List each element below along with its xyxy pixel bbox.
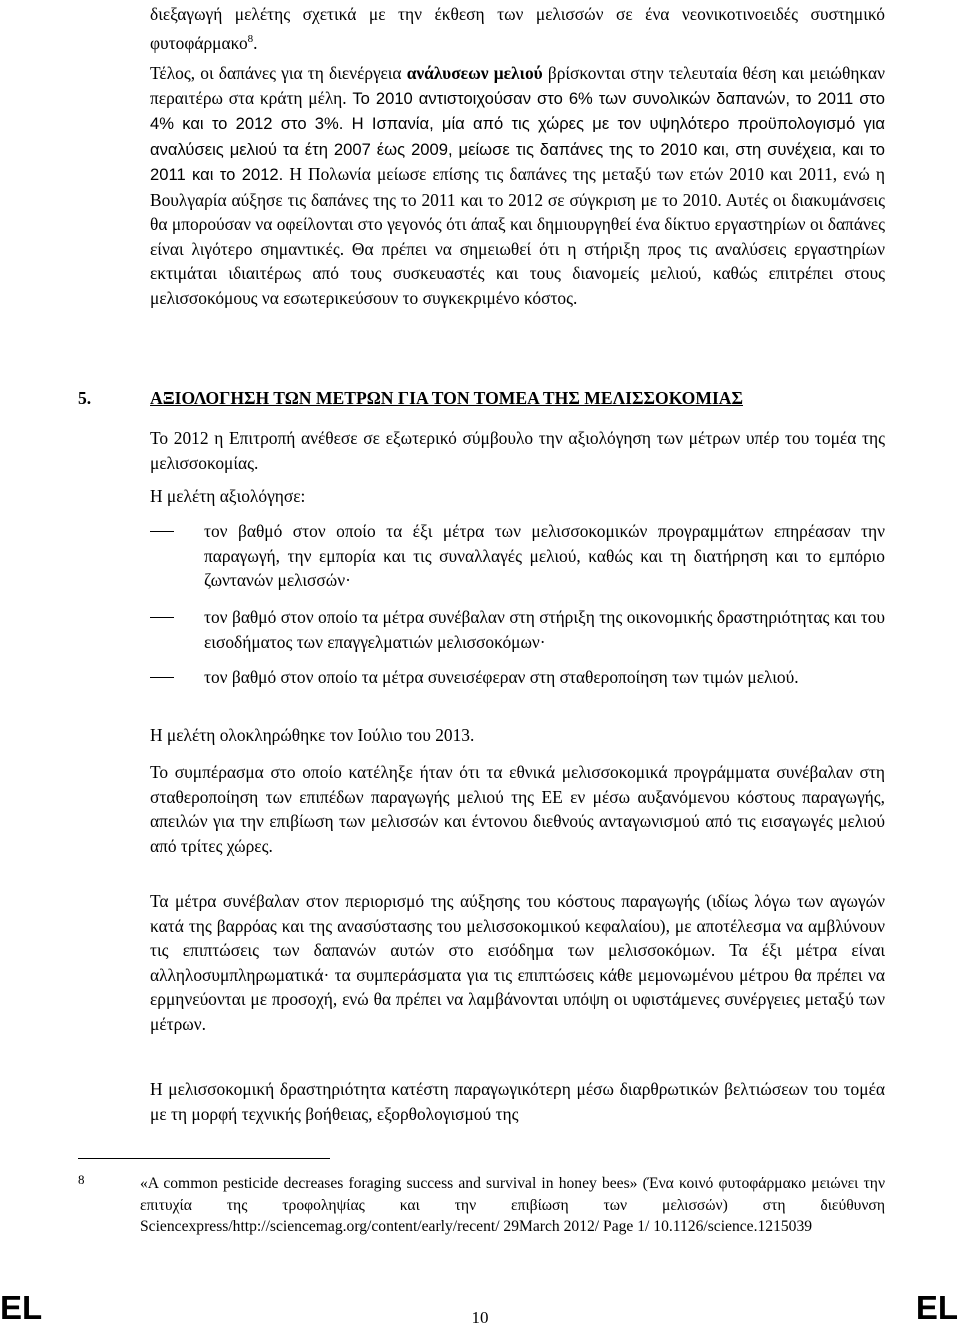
sans-serif-inserted-text: Το 2010 αντιστοιχούσαν στο 6% των συνολικών δαπανών, το 2011 στο 4% και το 2012 στο 3%. Η Ισπανία, μία από τις χώρες με τον υψηλότερο προϋπολογισμό για αναλύσεις μελιού τα έτη 2007 έως 2009, μείωσε τις δαπάνες της το 2010 και, στη συνέχεια, και το 2011 και το 2012. [150,88,885,184]
footnote-text: «A common pesticide decreases foraging success and survival in honey bees» (Ένα κοινό φυτοφάρμακο μειώνει την επιτυχία της τροφοληψίας και την επιβίωση των μελισσών) στη διεύθυνση Sciencexpress/http://sciencemag.org/content/early/recent/ 29March 2012/ Page 1/ 10.1126/science.1215039 [140,1175,885,1235]
page-number: 10 [471,1308,489,1327]
bold-term: ανάλυσεων μελιού [406,63,543,83]
language-code-right: EL [915,1289,958,1326]
section-heading [0,385,960,411]
dash-bullet-marker [150,677,174,678]
section-title: ΑΞΙΟΛΟΓΗΣΗ ΤΩΝ ΜΕΤΡΩΝ ΓΙΑ ΤΟΝ ΤΟΜΕΑ ΤΗΣ ΜΕΛΙΣΣΟΚΟΜΙΑΣ [150,388,743,408]
paragraph-honey-analysis: Τέλος, οι δαπάνες για τη διενέργεια ανάλυσεων μελιού βρίσκονται στην τελευταία θέση και μειώθηκαν περαιτέρω στα κράτη μέλη. Το 2010 αντιστοιχούσαν στο 6% των συνολικών δαπανών, το 2011 στο 4% και το 2012 στο 3%. Η Ισπανία, μία από τις χώρες με τον υψηλότερο προϋπολογισμό για αναλύσεις μελιού τα έτη 2007 έως 2009, μείωσε τις δαπάνες της το 2010 και, στη συνέχεια, και το 2011 και το 2012. Η Πολωνία μείωσε επίσης τις δαπάνες της μεταξύ των ετών 2010 και 2011, ενώ η Βουλγαρία αύξησε τις δαπάνες της το 2011 και το 2012 σε σύγκριση με το 2010. Αυτές οι διακυμάνσεις θα μπορούσαν να οφείλονται στο γεγονός ότι άπαξ και δημιουργηθεί ένα δίκτυο εργαστηρίων οι δαπάνες είναι λιγότερο σημαντικές. Θα πρέπει να σημειωθεί ότι η στήριξη προς τις αναλύσεις εργαστηρίων εκτιμάται ιδιαιτέρως από τους συσκευαστές και τους διανομείς μελιού, καθώς επιτρέπει στους μελισσοκόμους να εσωτερικεύσουν το συγκεκριμένο κόστος. [150,63,886,308]
paragraph-intro: Το 2012 η Επιτροπή ανέθεσε σε εξωτερικό σύμβουλο την αξιολόγηση των μέτρων υπέρ του τομέα της μελισσοκομίας. [150,428,885,473]
list-item: τον βαθμό στον οποίο τα μέτρα συνέβαλαν στη στήριξη της οικονομικής δραστηριότητας και του εισοδήματος των επαγγελματιών μελισσοκόμων· [204,607,885,652]
footnote-separator [78,1158,330,1159]
dash-bullet-marker [150,617,174,618]
list-item: τον βαθμό στον οποίο τα έξι μέτρα των μελισσοκομικών προγραμμάτων επηρέασαν την παραγωγή, την εμπορία και τις συναλλαγές μελιού, καθώς και τη διατήρηση και το εμπόριο ζωντανών μελισσών· [204,521,885,590]
list-item: τον βαθμό στον οποίο τα μέτρα συνεισέφεραν στη σταθεροποίηση των τιμών μελιού. [204,667,799,687]
section-number: 5. [78,388,92,408]
dash-bullet-marker [150,531,174,532]
language-code-left: EL [0,1289,43,1326]
footnote-mark: 8 [78,1172,85,1187]
paragraph-study-label: Η μελέτη αξιολόγησε: [150,486,306,506]
paragraph-conclusion: Το συμπέρασμα στο οποίο κατέληξε ήταν ότι τα εθνικά μελισσοκομικά προγράμματα συνέβαλαν στη σταθεροποίηση των επιπέδων παραγωγής μελιού της ΕΕ εν μέσω αυξανόμενου κόστους παραγωγής, απειλών για την επιβίωση των μελισσών και έντονου διεθνούς ανταγωνισμού από τις εισαγωγές μελιού από τρίτες χώρες. [150,762,885,856]
paragraph-completed: Η μελέτη ολοκληρώθηκε τον Ιούλιο του 2013. [150,725,475,745]
paragraph-production: Η μελισσοκομική δραστηριότητα κατέστη παραγωγικότερη μέσω διαρθρωτικών βελτιώσεων του τομέα με τη μορφή τεχνικής βοήθειας, εξορθολογισμού της [150,1079,885,1124]
footnote-reference[interactable]: 8 [247,32,254,45]
paragraph-measures: Τα μέτρα συνέβαλαν στον περιορισμό της αύξησης του κόστους παραγωγής (ιδίως λόγω των αγωγών κατά της βαρρόας και της ανασύστασης του μελισσοκομικού κεφαλαίου), με αποτέλεσμα να αμβλύνουν τις επιπτώσεις των δαπανών αυτών στο εισόδημα των μελισσοκόμων. Τα έξι μέτρα είναι αλληλοσυμπληρωματικά· τα συμπεράσματα για τις επιπτώσεις κάθε μεμονωμένου μέτρου θα πρέπει να ερμηνεύονται με προσοχή, ενώ θα πρέπει να λαμβάνονται υπόψη οι υφιστάμενες συνέργειες μεταξύ των μέτρων. [150,891,885,1034]
paragraph-continued: διεξαγωγή μελέτης σχετικά με την έκθεση των μελισσών σε ένα νεονικοτινοειδές συστημικό φυτοφάρμακο$^8$. [150,4,885,53]
